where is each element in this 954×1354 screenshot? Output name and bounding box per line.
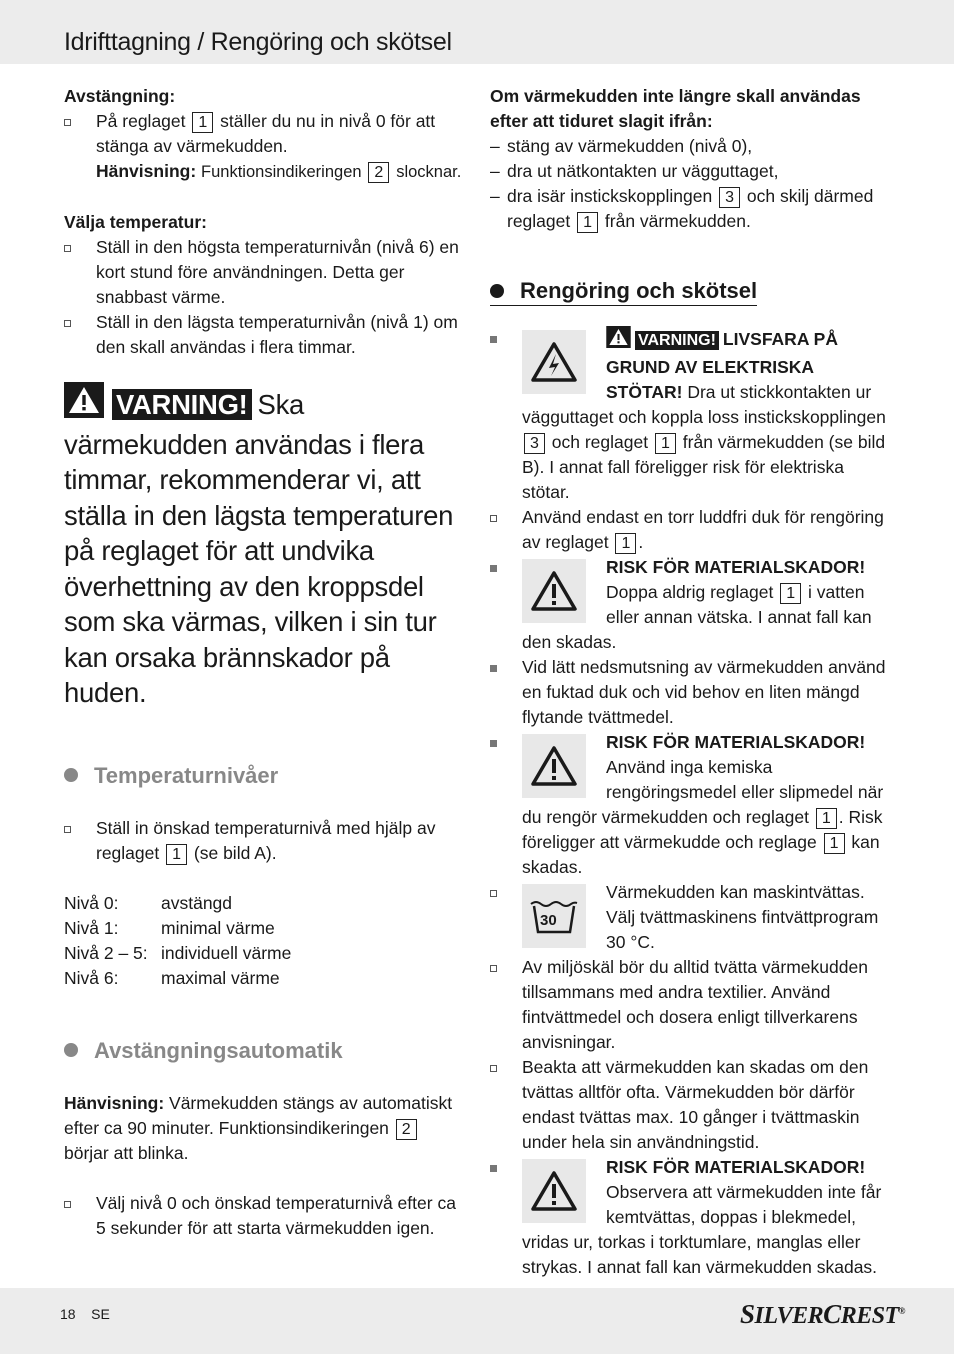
warning-triangle-icon xyxy=(522,734,586,798)
wash-item xyxy=(490,880,890,955)
brand-logo xyxy=(740,1299,905,1330)
note-label: Hänvisning: xyxy=(64,1092,165,1113)
level-key: Nivå 6: xyxy=(64,967,119,988)
warning-item-material xyxy=(490,1155,890,1280)
text: dra isär instickskopplingen xyxy=(507,186,713,206)
list-item: Välj nivå 0 och önskad temperaturnivå efter ca 5 sekunder för att starta värmekudden igen. xyxy=(64,1191,464,1241)
warning-item-material xyxy=(490,730,890,880)
ref-badge: 1 xyxy=(166,844,187,865)
page-number xyxy=(60,1306,110,1322)
list-item: Beakta att värmekudden kan skadas om den tvättas alltför ofta. Värmekudden bör därför endast tvättas max. 10 gånger i tvättmaskin under hela sin användningstid. xyxy=(490,1055,890,1155)
electric-hazard-icon xyxy=(522,330,586,394)
wash-30-icon xyxy=(522,884,586,948)
bullet-dot-icon xyxy=(490,284,504,298)
level-value: individuell värme xyxy=(161,942,292,963)
section-title-avstangningsautomatik xyxy=(64,1038,464,1063)
bullet-dot-icon xyxy=(64,768,78,782)
ref-badge: 1 xyxy=(577,212,598,233)
text: från värmekudden (se bild B). I annat fall föreligger risk för elektriska stötar. xyxy=(522,432,886,502)
warning-triangle-icon xyxy=(606,326,631,355)
list-item: Ställ in den lägsta temperaturnivån (nivå 1) om den skall användas i flera timmar. xyxy=(64,310,464,360)
section-heading-valja-temperatur: Välja temperatur: xyxy=(64,212,207,232)
level-value: maximal värme xyxy=(161,967,280,988)
text: slocknar. xyxy=(396,163,462,181)
text: Funktionsindikeringen xyxy=(201,163,362,181)
text: från värmekudden. xyxy=(604,211,751,231)
text: Doppa aldrig reglaget xyxy=(606,582,774,602)
text: Använd inga kemiska rengöringsmedel eller slipmedel när du rengör värmekudden och reglaget xyxy=(522,757,884,827)
level-key: Nivå 1: xyxy=(64,917,119,938)
text: På reglaget xyxy=(96,111,186,131)
text: ® xyxy=(898,1306,905,1316)
text: Rengöring och skötsel xyxy=(520,278,758,303)
dash-item xyxy=(490,184,890,234)
warning-item-material xyxy=(490,555,890,655)
dash-item: – dra ut nätkontakten ur vägguttaget, xyxy=(490,159,890,184)
page-title: Idrifttagning / Rengöring och skötsel xyxy=(64,28,452,56)
text: Temperaturnivåer xyxy=(94,762,279,788)
ref-badge: 1 xyxy=(824,833,845,854)
text: 18 xyxy=(60,1306,76,1322)
text: . Risk föreligger att värmekudde och reglage xyxy=(522,807,883,852)
list-item xyxy=(64,816,464,866)
warning-paragraph xyxy=(64,382,464,711)
warning-badge: VARNING! xyxy=(112,389,252,420)
bullet-dot-icon xyxy=(64,1043,78,1057)
ref-badge: 1 xyxy=(780,583,801,604)
ref-badge: 2 xyxy=(368,162,389,183)
text: ställer du nu in nivå 0 för att stänga av värmekudden. xyxy=(96,111,436,156)
text: . xyxy=(638,532,644,552)
text: Värmekudden stängs av automatiskt efter ca 90 minuter. Funktionsindikeringen xyxy=(64,1092,453,1138)
ref-badge: 2 xyxy=(396,1119,417,1140)
ref-badge: 3 xyxy=(524,433,545,454)
text: kan skadas. xyxy=(522,832,880,877)
level-key: Nivå 0: xyxy=(64,892,119,913)
text: RISK FÖR MATERIALSKADOR! xyxy=(606,557,866,577)
ref-badge: 1 xyxy=(816,808,837,829)
text: och reglaget xyxy=(551,432,649,452)
ref-badge: 3 xyxy=(719,187,740,208)
text: SE xyxy=(91,1306,110,1322)
level-value: minimal värme xyxy=(161,917,275,938)
text: ILVER xyxy=(754,1303,824,1329)
section-title-temperaturnivaer xyxy=(64,763,464,788)
left-column xyxy=(64,84,464,1241)
text: RISK FÖR MATERIALSKADOR! xyxy=(606,1157,866,1177)
dash-item: – stäng av värmekudden (nivå 0), xyxy=(490,134,890,159)
intro-heading: Om värmekudden inte längre skall användas efter att tiduret slagit ifrån: xyxy=(490,86,861,131)
ref-badge: 1 xyxy=(192,112,213,133)
text: C xyxy=(823,1299,841,1329)
text: RISK FÖR MATERIALSKADOR! xyxy=(606,732,866,752)
text: Ställ in önskad temperaturnivå med hjälp av reglaget xyxy=(96,817,436,863)
warning-badge: VARNING! xyxy=(635,331,719,350)
wash-temperature: 30 xyxy=(540,912,557,929)
text: börjar att blinka. xyxy=(64,1142,189,1163)
warning-triangle-icon xyxy=(522,1159,586,1223)
ref-badge: 1 xyxy=(615,533,636,554)
list-item xyxy=(490,505,890,555)
text: i vatten eller annan vätska. I annat fall kan den skadas. xyxy=(522,582,872,652)
section-title-rengoring xyxy=(490,278,757,306)
warning-triangle-icon xyxy=(522,559,586,623)
text: S xyxy=(740,1299,755,1329)
text: (se bild A). xyxy=(193,842,277,863)
level-value: avstängd xyxy=(161,892,233,913)
warning-item-electric xyxy=(490,326,890,505)
list-item: Av miljöskäl bör du alltid tvätta värmekudden tillsammans med andra textilier. Använd fintvättmedel och dosera enligt tillverkarens anvisningar. xyxy=(490,955,890,1055)
level-key: Nivå 2 – 5: xyxy=(64,942,148,963)
list-item: Ställ in den högsta temperaturnivån (nivå 6) en kort stund före användningen. Detta ger snabbast värme. xyxy=(64,235,464,310)
text: Värmekudden kan maskintvättas. Välj tvättmaskinens fintvättprogram 30 °C. xyxy=(606,882,879,952)
text: Dra ut stickkontakten ur vägguttaget och koppla loss instickskopplingen xyxy=(522,382,886,427)
list-item: Vid lätt nedsmutsning av värmekudden använd en fuktad duk och vid behov en liten mängd flytande tvättmedel. xyxy=(490,655,890,730)
note-label: Hänvisning: xyxy=(96,161,197,181)
text: Avstängningsautomatik xyxy=(94,1037,343,1063)
text: LIVSFARA PÅ GRUND AV ELEKTRISKA STÖTAR! xyxy=(606,329,838,402)
level-table xyxy=(64,891,464,991)
ref-badge: 1 xyxy=(655,433,676,454)
text: REST xyxy=(840,1303,899,1329)
section-heading-avstangning: Avstängning: xyxy=(64,86,176,106)
right-column xyxy=(490,84,890,1280)
warning-text: Ska värmekudden användas i flera timmar, rekommenderar vi, att ställa in den lägsta temperaturen på reglaget för att undvika överhettning av den kroppsdel som ska värmas, vilken i sin tur kan orsaka brännskador på huden. xyxy=(64,389,454,708)
text: och skilj därmed reglaget xyxy=(507,186,874,231)
list-item xyxy=(64,109,464,185)
warning-triangle-icon xyxy=(64,382,104,427)
note-paragraph xyxy=(64,1091,464,1166)
text: Använd endast en torr luddfri duk för rengöring av reglaget xyxy=(522,507,884,552)
text: Observera att värmekudden inte får kemtvättas, doppas i blekmedel, vridas ur, torkas i torktumlare, manglas eller strykas. I annat fall kan värmekudden skadas. xyxy=(522,1182,882,1277)
